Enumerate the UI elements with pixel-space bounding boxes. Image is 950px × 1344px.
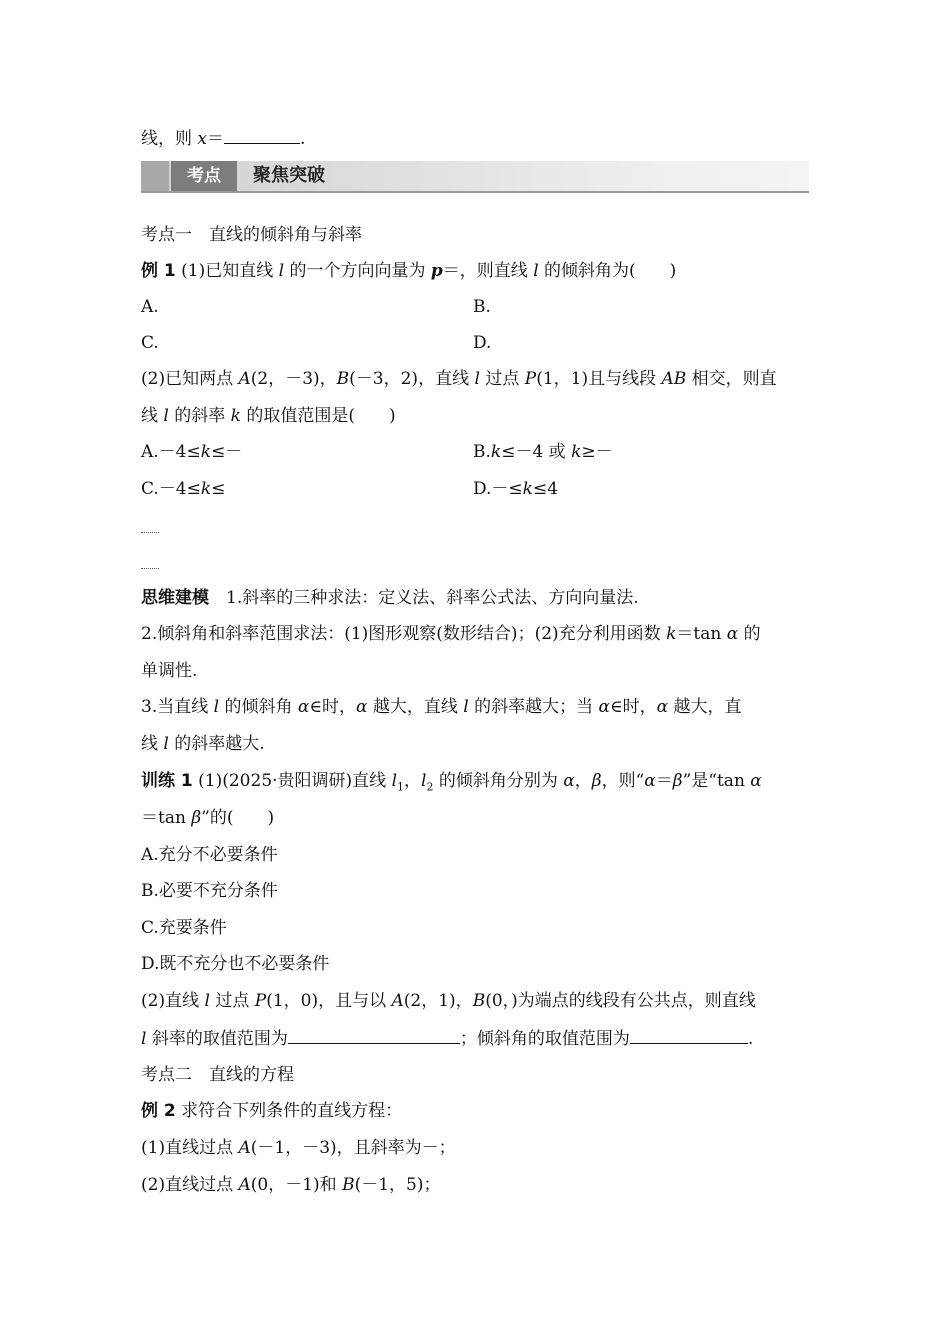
- topic-heading-1: 考点一 直线的倾斜角与斜率: [141, 225, 362, 245]
- model-text: 3.当直线: [141, 697, 214, 717]
- q-text: 斜率的取值范围为: [146, 1029, 288, 1049]
- q-text: 的倾斜角分别为: [433, 771, 564, 791]
- var-l: l: [278, 261, 285, 281]
- q-text: (2，1)，: [403, 991, 473, 1011]
- training-1-q2-line1: [141, 990, 756, 1012]
- model-line-4: [141, 696, 741, 718]
- point-p: P: [254, 991, 267, 1011]
- q-text: ＝: [655, 771, 673, 791]
- var-alpha: α: [563, 771, 575, 791]
- example-1-q1: [141, 260, 676, 282]
- opt-text: D.－≤: [473, 479, 523, 499]
- var-alpha: α: [726, 624, 739, 644]
- opt-text: ≤4: [532, 479, 559, 499]
- q-text: (2)已知两点: [141, 369, 239, 389]
- q-text: (1，1)且与线段: [536, 369, 662, 389]
- model-text: 越大，直线: [367, 697, 464, 717]
- var-l: l: [391, 771, 398, 791]
- q-text: 的倾斜角为( ): [538, 261, 677, 281]
- training-1-q2-line2: [141, 1027, 753, 1050]
- var-l: l: [213, 697, 220, 717]
- opt-text: B.: [473, 442, 491, 462]
- q-text: (0，)为端点的线段有公共点，则直线: [485, 991, 756, 1011]
- q-text: 求符合下列条件的直线方程：: [175, 1101, 403, 1121]
- training-1-q1-line1: [141, 770, 762, 798]
- model-label: 思维建模: [141, 588, 209, 608]
- var-k: k: [571, 442, 582, 462]
- var-k: k: [230, 406, 241, 426]
- q-text: ＝，则直线: [442, 261, 534, 281]
- q-text: ”是“tan: [682, 771, 751, 791]
- training-option-c[interactable]: C.充要条件: [141, 918, 227, 938]
- model-text: 越大，直: [668, 697, 742, 717]
- banner-title: 聚焦突破: [253, 165, 325, 186]
- example-label: 例 2: [141, 1101, 176, 1121]
- var-alpha: α: [297, 697, 310, 717]
- q-text: 的取值范围是( ): [240, 406, 396, 426]
- example-2-q1: [141, 1137, 456, 1159]
- var-k: k: [522, 479, 533, 499]
- var-alpha: α: [355, 697, 368, 717]
- answer-blank[interactable]: [224, 127, 300, 144]
- q-text: (2)直线: [141, 991, 205, 1011]
- q-text: ，: [574, 771, 592, 791]
- subscript: 2: [426, 780, 434, 794]
- model-line-3: 单调性.: [141, 661, 198, 681]
- intro-equals: ＝: [207, 129, 224, 149]
- var-alpha: α: [656, 697, 669, 717]
- angle-range-blank[interactable]: [630, 1027, 748, 1044]
- var-l: l: [141, 1029, 147, 1049]
- point-a: A: [391, 991, 404, 1011]
- q-text: (－1，5)；: [354, 1175, 441, 1195]
- opt-text: C.－4≤: [141, 479, 201, 499]
- model-text: 的斜率越大；当: [468, 697, 599, 717]
- point-a: A: [238, 1138, 251, 1158]
- var-l: l: [163, 406, 169, 426]
- var-l: l: [463, 697, 469, 717]
- var-k: k: [200, 442, 212, 462]
- q-text: .: [747, 1029, 754, 1049]
- option-d-2[interactable]: [473, 478, 558, 500]
- model-line-5: [141, 733, 265, 755]
- point-b: B: [336, 369, 350, 389]
- subscript: 1: [397, 780, 405, 794]
- q-text: (1)直线过点: [141, 1138, 239, 1158]
- q-text: ，: [404, 771, 422, 791]
- q-text: 的斜率: [168, 406, 231, 426]
- var-l: l: [533, 261, 539, 281]
- q-text: (0，－1)和: [250, 1175, 343, 1195]
- opt-text: ≥－: [581, 442, 613, 462]
- model-text: ∈时，: [609, 697, 657, 717]
- opt-text: ≤: [211, 479, 226, 499]
- var-beta: β: [672, 771, 683, 791]
- q-text: (1，0)，且与以: [266, 991, 392, 1011]
- var-alpha: α: [644, 771, 656, 791]
- section-banner: [141, 161, 809, 193]
- q-text: 的一个方向向量为: [284, 261, 431, 281]
- banner-tag: 考点: [171, 161, 237, 191]
- q-text: ；倾斜角的取值范围为: [459, 1029, 630, 1049]
- var-k: k: [666, 624, 677, 644]
- example-label: 例 1: [141, 261, 176, 281]
- model-text: 1.斜率的三种求法：定义法、斜率公式法、方向向量法.: [209, 588, 639, 608]
- training-option-a[interactable]: A.充分不必要条件: [141, 845, 278, 865]
- var-k: k: [490, 442, 502, 462]
- point-b: B: [472, 991, 486, 1011]
- var-alpha: α: [598, 697, 610, 717]
- training-option-d[interactable]: D.既不充分也不必要条件: [141, 954, 330, 974]
- q-text: (2，－3)，: [250, 369, 337, 389]
- q-text: ”的( ): [201, 808, 275, 828]
- var-l: l: [204, 991, 210, 1011]
- option-b[interactable]: B.: [473, 297, 491, 317]
- opt-text: ≤－: [211, 442, 243, 462]
- q-text: ＝tan: [141, 808, 192, 828]
- q-text: ，则“: [601, 771, 645, 791]
- model-text: ＝tan: [676, 624, 727, 644]
- var-k: k: [200, 479, 212, 499]
- model-text: 的斜率越大.: [168, 734, 265, 754]
- model-line-1: [141, 587, 639, 609]
- example-2-q2: [141, 1174, 440, 1196]
- point-p: P: [524, 369, 537, 389]
- intro-text: 线，则: [141, 129, 198, 149]
- example-1-q2-line2: [141, 405, 396, 427]
- var-l: l: [421, 771, 427, 791]
- model-text: ∈时，: [309, 697, 356, 717]
- q-text: (1)(2025·贵阳调研)直线: [192, 771, 392, 791]
- var-p: p: [430, 261, 443, 281]
- q-text: 相交，则直: [686, 369, 777, 389]
- option-d[interactable]: D.: [473, 333, 492, 353]
- model-text: 的倾斜角: [219, 697, 298, 717]
- option-c-2[interactable]: [141, 478, 225, 500]
- topic-heading-2: 考点二 直线的方程: [141, 1065, 294, 1085]
- option-a-2[interactable]: [141, 441, 242, 463]
- q-text: (－3，2)，直线: [349, 369, 475, 389]
- q-text: (2)直线过点: [141, 1175, 239, 1195]
- model-text: 的: [738, 624, 761, 644]
- intro-line: [141, 127, 305, 150]
- q-text: 线: [141, 406, 164, 426]
- intro-variable: x: [197, 129, 207, 149]
- training-label: 训练 1: [141, 771, 193, 791]
- var-l: l: [474, 369, 480, 389]
- example-2-intro: [141, 1100, 402, 1122]
- q-text: (－1，－3)，且斜率为－；: [250, 1138, 456, 1158]
- opt-text: ≤－4 或: [501, 442, 572, 462]
- q-text: (1)已知直线: [181, 261, 279, 281]
- option-c[interactable]: C.: [141, 333, 159, 353]
- point-b: B: [342, 1175, 355, 1195]
- model-text: 线: [141, 734, 164, 754]
- opt-text: A.－4≤: [141, 442, 201, 462]
- q-text: 过点: [479, 369, 525, 389]
- option-b-2[interactable]: [473, 441, 613, 463]
- option-a[interactable]: A.: [141, 297, 159, 317]
- var-alpha: α: [750, 771, 762, 791]
- dotted-separator: [141, 532, 159, 533]
- point-a: A: [238, 1175, 251, 1195]
- example-1-q2-line1: [141, 368, 777, 390]
- var-l: l: [163, 734, 169, 754]
- slope-range-blank[interactable]: [288, 1027, 460, 1044]
- dotted-separator: [141, 568, 159, 569]
- intro-end: .: [300, 129, 306, 149]
- q-text: 过点: [209, 991, 255, 1011]
- point-a: A: [238, 369, 251, 389]
- var-beta: β: [191, 808, 202, 828]
- var-beta: β: [591, 771, 602, 791]
- segment-ab: AB: [661, 369, 687, 389]
- training-option-b[interactable]: B.必要不充分条件: [141, 881, 278, 901]
- model-text: 2.倾斜角和斜率范围求法：(1)图形观察(数形结合)；(2)充分利用函数: [141, 624, 667, 644]
- model-line-2: [141, 623, 761, 645]
- training-1-q1-line2: [141, 807, 274, 829]
- banner-stripe: [141, 161, 169, 191]
